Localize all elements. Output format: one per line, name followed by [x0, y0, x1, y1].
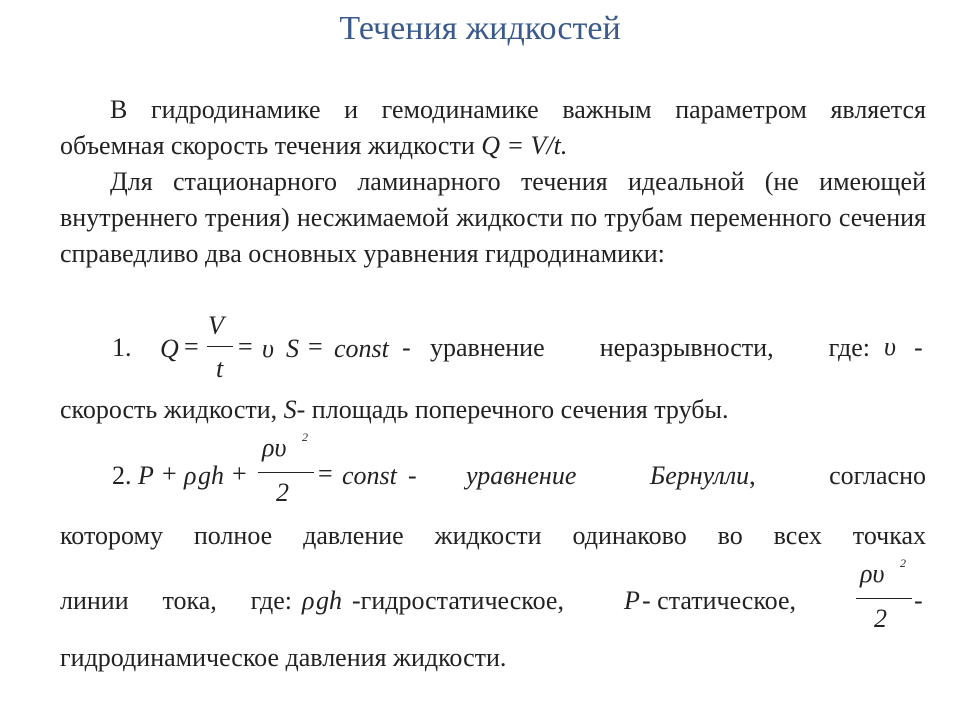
- eq2-rho-symbol: ρ: [184, 461, 197, 490]
- eq1-desc-word: неразрывности,: [599, 333, 774, 362]
- paragraph-2-text: Для стационарного ламинарного течения идеальной (не имеющей внутреннего трения) несжимаемой жидкости по трубам переменного сечения справедливо два основных уравнения гидродинамики:: [60, 167, 926, 268]
- eq1-area-symbol: S: [286, 334, 299, 363]
- eq2-gh: gh: [198, 461, 224, 490]
- eq2-line3-pressure: P: [624, 586, 640, 615]
- eq2-fraction-bar: [258, 472, 314, 473]
- volume-flow-formula: Q = V/t.: [481, 131, 568, 160]
- eq2-line3-word: где:: [250, 586, 292, 615]
- eq2-line3-static: - статическое,: [642, 586, 796, 615]
- equation-1-number: 1.: [112, 333, 132, 362]
- eq2-dash: -: [408, 461, 417, 490]
- eq1-desc-trail-dash: -: [914, 333, 923, 362]
- eq2-fraction-superscript: 2: [302, 430, 308, 444]
- eq2-fraction-denominator: 2: [276, 478, 289, 507]
- eq1-desc-word: уравнение: [430, 333, 545, 362]
- eq2-line3-word: тока,: [162, 586, 217, 615]
- eq1-fraction-numerator: V: [208, 311, 224, 340]
- eq2-line3-trail-dash: -: [914, 586, 923, 615]
- eq2-name-comma: ,: [749, 461, 756, 490]
- eq1-const: const: [334, 334, 389, 363]
- eq2-plus-2: +: [232, 459, 247, 488]
- eq2-equals: =: [318, 459, 333, 488]
- eq2-line-4: гидродинамическое давления жидкости.: [60, 643, 507, 672]
- eq1-equals-2: =: [238, 332, 253, 361]
- equation-2-number: 2.: [112, 461, 132, 490]
- eq2-line3-fraction-numerator: ρυ: [860, 559, 885, 588]
- eq2-fraction-numerator: ρυ: [262, 433, 287, 462]
- eq2-name-word-1: уравнение: [466, 461, 577, 490]
- eq1-fraction-bar: [207, 346, 233, 347]
- eq2-line-3-words: [60, 583, 292, 619]
- eq1-area-inline-symbol: S: [283, 395, 297, 424]
- eq1-lhs-q: Q: [160, 334, 179, 363]
- eq2-line3-word: линии: [60, 586, 129, 615]
- paragraph-2: [60, 164, 926, 272]
- eq1-description: [430, 330, 870, 366]
- eq2-name-word-3: согласно: [829, 461, 926, 490]
- eq2-plus-1: +: [162, 459, 177, 488]
- paragraph-1: [60, 92, 926, 164]
- eq1-desc-word: где:: [828, 333, 870, 362]
- eq1-velocity-symbol: υ: [262, 334, 274, 363]
- eq2-line3-rho: ρ: [302, 586, 315, 615]
- eq2-name-row: [466, 458, 926, 494]
- page-title: Течения жидкостей: [339, 10, 621, 47]
- eq1-dash: -: [402, 333, 411, 362]
- eq2-const: const: [342, 461, 397, 490]
- eq2-line3-gh: gh: [316, 586, 342, 615]
- eq1-equals-3: =: [308, 332, 323, 361]
- eq2-line3-fraction-denominator: 2: [874, 604, 887, 633]
- eq2-name-word-2: Бернулли: [649, 461, 750, 490]
- eq2-line-2: которому полное давление жидкости одинаково во всех точках: [60, 521, 926, 550]
- eq1-fraction-denominator: t: [216, 354, 224, 383]
- eq1-continuation: скорость жидкости, S- площадь поперечного сечения трубы.: [60, 395, 729, 424]
- eq2-pressure-symbol: P: [138, 461, 154, 490]
- eq1-equals-1: =: [184, 332, 199, 361]
- paragraph-1-text: В гидродинамике и гемодинамике важным параметром является объемная скорость течения жидкости: [60, 95, 926, 160]
- eq2-line3-fraction-superscript: 2: [900, 556, 906, 570]
- eq1-desc-velocity-symbol: υ: [884, 332, 896, 361]
- eq2-line3-fraction-bar: [856, 598, 912, 599]
- eq2-line3-hydrostatic: -гидростатическое,: [352, 586, 564, 615]
